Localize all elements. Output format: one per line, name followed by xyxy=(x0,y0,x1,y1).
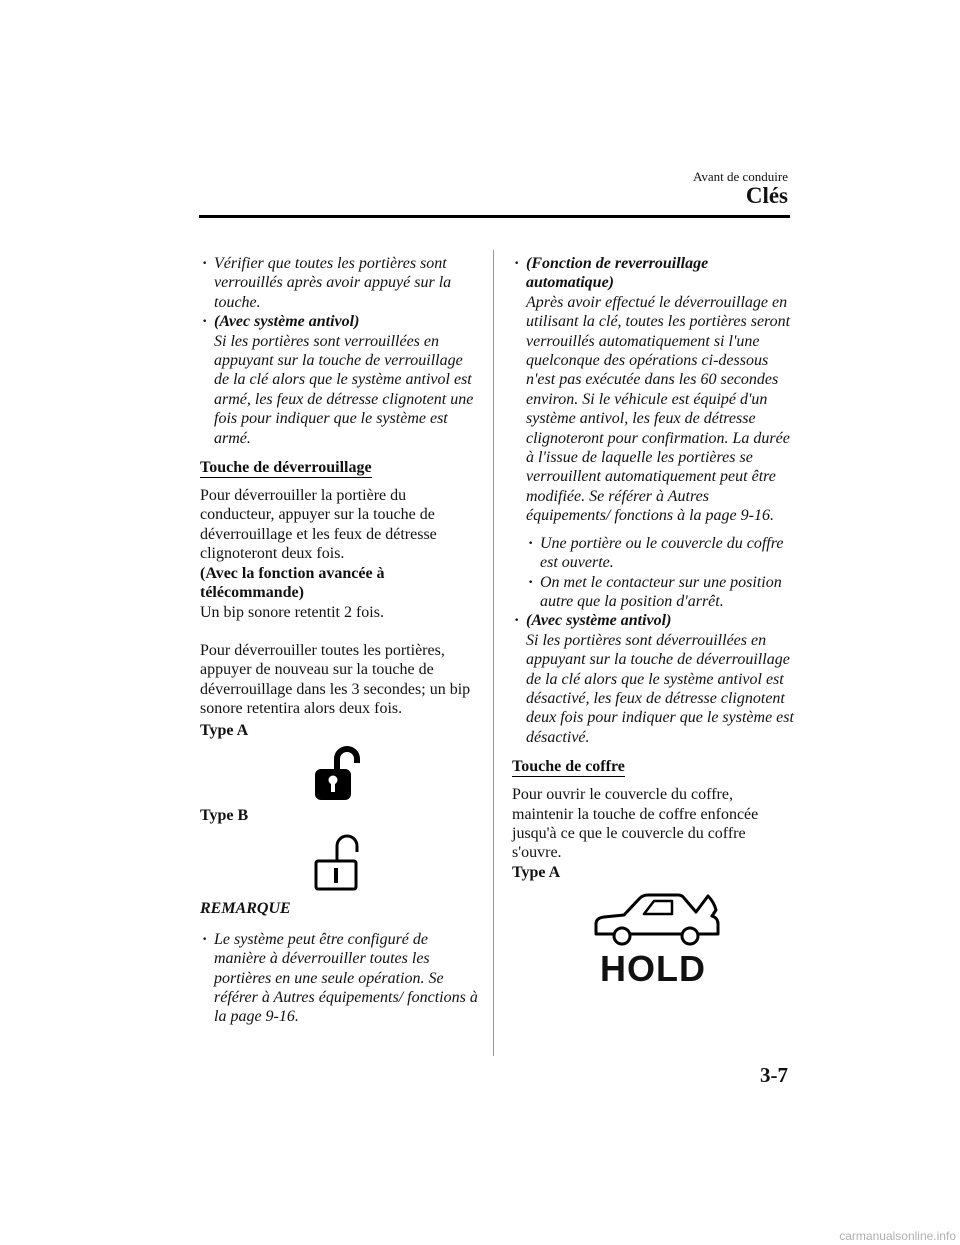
bullet-antitheft-unlock: · (Avec système antivol) Si les portières sont déverrouillées en appuyant sur la touche de déverrouillage de la clé alors que le système antivol est désactivé, les feux de détresse clignotent deux fois pour indiquer que le système est désactivé. xyxy=(512,611,797,747)
left-column xyxy=(200,254,478,1027)
sub-bullet-door-open: · Une portière ou le couvercle du coffre est ouverte. xyxy=(526,534,797,573)
trunk-open-car-icon xyxy=(590,890,722,950)
right-column xyxy=(512,254,797,992)
unlock-outline-icon xyxy=(311,830,363,892)
unlock-paragraph: Pour déverrouiller la portière du conducteur, appuyer sur la touche de déverrouillage et les feux de détresse clignoteront deux fois. (Avec la fonction avancée à télécommande) Un bip sonore retentit 2 fois. xyxy=(200,487,437,621)
page-number: 3-7 xyxy=(760,1063,788,1087)
type-a-label: Type A xyxy=(200,721,249,739)
bullet-auto-relock: · (Fonction de reverrouillage automatique) Après avoir effectué le déverrouillage en utilisant la clé, toutes les portières seront verrouillés automatiquement si l'une quelconque des opérations ci-dessous n'est pas exécutée dans les 60 secondes environ. Si le véhicule est équipé d'un système antivol, les feux de détresse clignoteront pour confirmation. La durée à l'issue de laquelle les portières se verrouillent automatiquement peut être modifiée. Se référer à Autres équipements/ fonctions à la page 9-16. xyxy=(512,254,797,526)
unlock-filled-icon xyxy=(311,744,363,802)
page-title: Clés xyxy=(745,183,788,208)
hold-label: HOLD xyxy=(600,948,706,990)
section-label: Avant de conduire xyxy=(692,169,788,184)
unlock-all-paragraph: Pour déverrouiller toutes les portières, appuyer de nouveau sur la touche de déverrouillage dans les 3 secondes; un bip sonore retentira alors deux fois. xyxy=(200,641,471,718)
trunk-type-a-label: Type A xyxy=(512,863,561,881)
type-b-label: Type B xyxy=(200,806,249,824)
note-bullet: · Le système peut être configuré de manière à déverrouiller toutes les portières en une seule opération. Se référer à Autres équipements/ fonctions à la page 9-16. xyxy=(200,930,478,1027)
note-title: REMARQUE xyxy=(200,900,291,918)
heading-unlock-button: Touche de déverrouillage xyxy=(200,459,372,477)
heading-trunk-button: Touche de coffre xyxy=(512,758,625,776)
sub-bullet-ignition: · On met le contacteur sur une position autre que la position d'arrêt. xyxy=(526,573,797,612)
header-rule xyxy=(199,215,790,218)
bullet-antitheft-lock: · (Avec système antivol) Si les portières sont verrouillées en appuyant sur la touche de verrouillage de la clé alors que le système antivol est armé, les feux de détresse clignotent une fois pour indiquer que le système est armé. xyxy=(200,312,478,448)
watermark: carmanualsonline.info xyxy=(839,1229,956,1243)
trunk-paragraph: Pour ouvrir le couvercle du coffre, maintenir la touche de coffre enfoncée jusqu'à ce que le couvercle du coffre s'ouvre. xyxy=(512,786,759,862)
column-divider xyxy=(493,250,494,1056)
bullet-check-locked: · Vérifier que toutes les portières sont verrouillés après avoir appuyé sur la touche. xyxy=(200,254,478,312)
